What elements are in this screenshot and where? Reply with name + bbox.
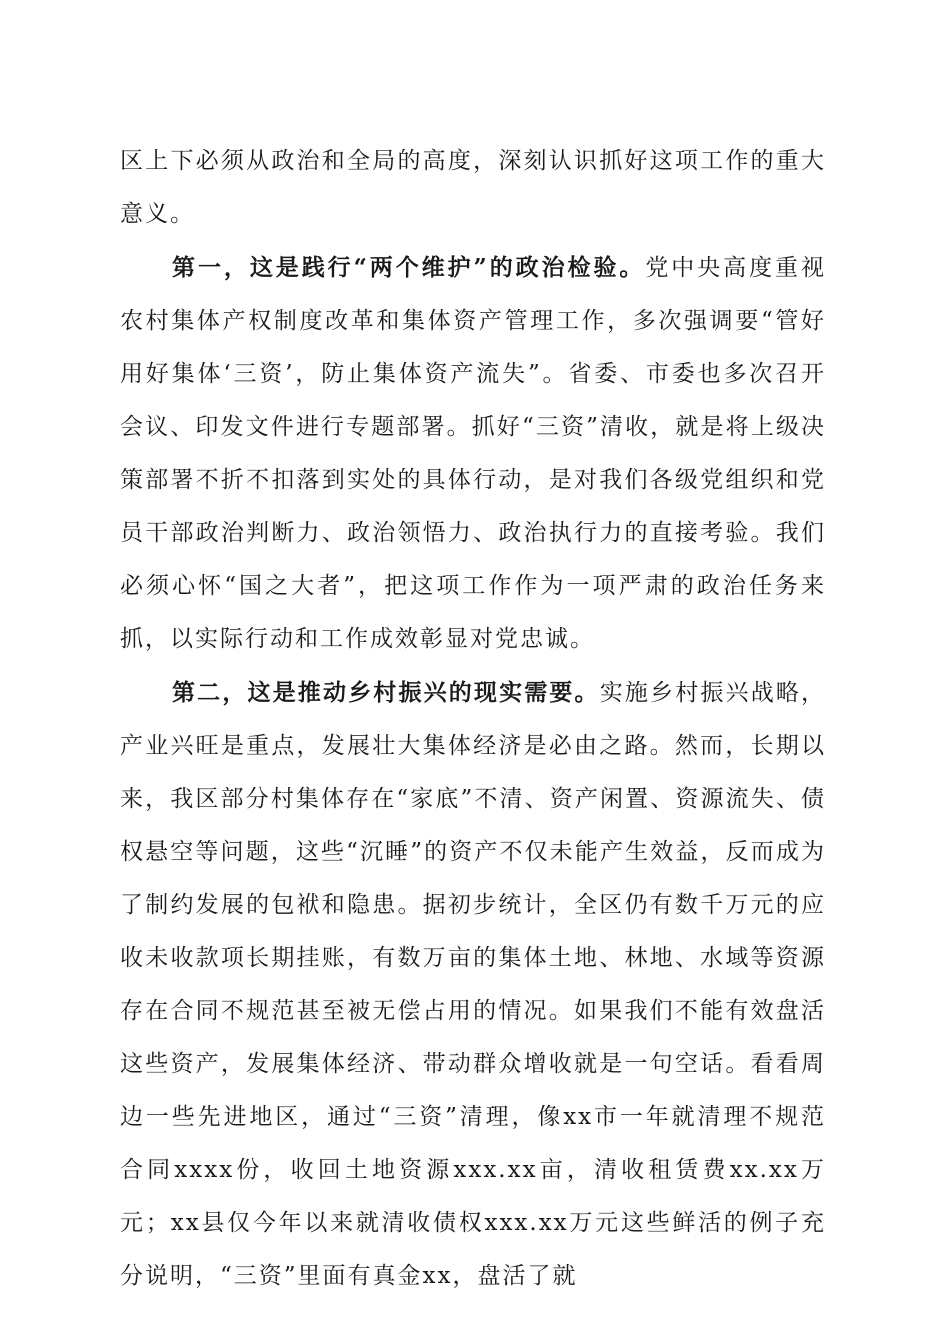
paragraph-first-point xyxy=(120,241,826,666)
paragraph-continuation xyxy=(120,135,826,241)
document-body xyxy=(120,135,826,1303)
paragraph-lead-heading: 第二，这是推动乡村振兴的现实需要。 xyxy=(172,679,600,706)
paragraph-text: 党中央高度重视农村集体产权制度改革和集体资产管理工作，多次强调要“管好用好集体‘三资’，防止集体资产流失”。省委、市委也多次召开会议、印发文件进行专题部署。抓好“三资”清收，就是将上级决策部署不折不扣落到实处的具体行动，是对我们各级党组织和党员干部政治判断力、政治领悟力、政治执行力的直接考验。我们必须心怀“国之大者”，把这项工作作为一项严肃的政治任务来抓，以实际行动和工作成效彰显对党忠诚。 xyxy=(120,255,826,652)
paragraph-second-point xyxy=(120,666,826,1303)
paragraph-text: 区上下必须从政治和全局的高度，深刻认识抓好这项工作的重大意义。 xyxy=(120,148,826,227)
paragraph-lead-heading: 第一，这是践行“两个维护”的政治检验。 xyxy=(172,254,646,281)
paragraph-text: 实施乡村振兴战略，产业兴旺是重点，发展壮大集体经济是必由之路。然而，长期以来，我区部分村集体存在“家底”不清、资产闲置、资源流失、债权悬空等问题，这些“沉睡”的资产不仅未能产生效益，反而成为了制约发展的包袱和隐患。据初步统计，全区仍有数千万元的应收未收款项长期挂账，有数万亩的集体土地、林地、水域等资源存在合同不规范甚至被无偿占用的情况。如果我们不能有效盘活这些资产，发展集体经济、带动群众增收就是一句空话。看看周边一些先进地区，通过“三资”清理，像xx市一年就清理不规范合同xxxx份，收回土地资源xxx.xx亩，清收租赁费xx.xx万元；xx县仅今年以来就清收债权xxx.xx万元这些鲜活的例子充分说明，“三资”里面有真金xx，盘活了就 xyxy=(120,680,827,1289)
